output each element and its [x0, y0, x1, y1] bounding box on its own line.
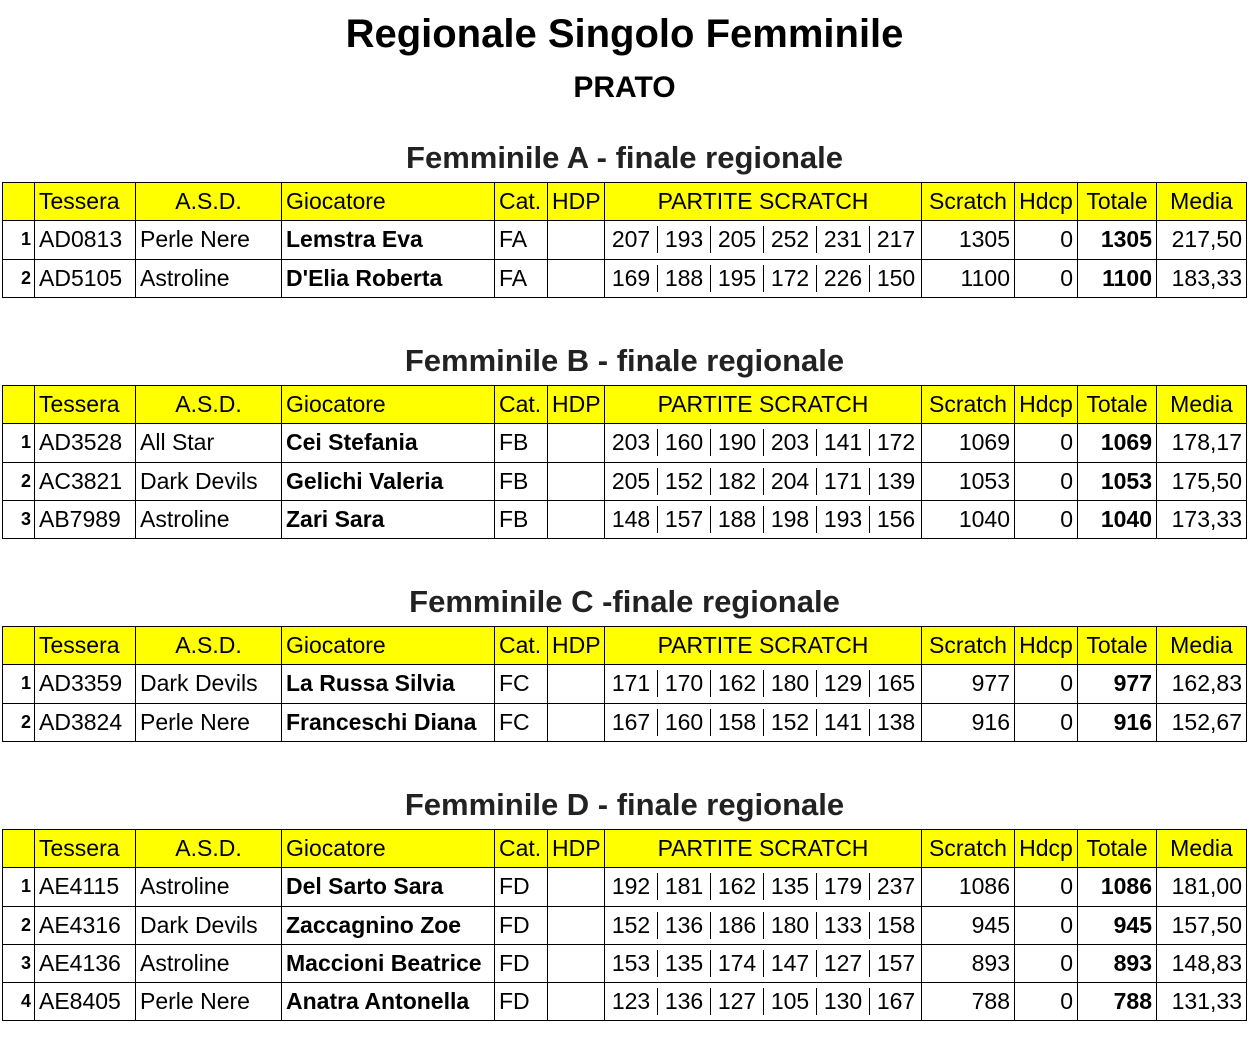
hdp-cell — [548, 462, 605, 500]
average-cell: 131,33 — [1157, 983, 1247, 1021]
game-score: 207 — [611, 226, 651, 253]
category-cell: FB — [495, 500, 548, 538]
total-cell: 1069 — [1078, 424, 1157, 462]
header-totale: Totale — [1078, 830, 1157, 868]
game-score: 205 — [611, 467, 651, 494]
average-cell: 175,50 — [1157, 462, 1247, 500]
hdp-cell — [548, 983, 605, 1021]
total-cell: 916 — [1078, 703, 1157, 741]
average-cell: 162,83 — [1157, 665, 1247, 703]
player-name-cell: Cei Stefania — [282, 424, 495, 462]
header-scratch: Scratch — [922, 183, 1015, 221]
header-rank-cell — [3, 183, 35, 221]
asd-cell: Perle Nere — [136, 221, 282, 259]
total-cell: 1305 — [1078, 221, 1157, 259]
category-cell: FB — [495, 462, 548, 500]
table-row — [3, 424, 1247, 462]
hdcp-cell: 0 — [1015, 424, 1078, 462]
game-score: 237 — [869, 873, 922, 900]
game-score: 158 — [869, 912, 922, 939]
table-row — [3, 703, 1247, 741]
header-hdp: HDP — [548, 627, 605, 665]
game-score: 162 — [710, 873, 763, 900]
game-score: 203 — [611, 429, 651, 456]
header-hdp: HDP — [548, 830, 605, 868]
hdp-cell — [548, 944, 605, 982]
table-row — [3, 906, 1247, 944]
tessera-cell: AD3359 — [35, 665, 136, 703]
game-score: 162 — [710, 670, 763, 697]
game-score: 147 — [763, 950, 816, 977]
games-cell — [605, 500, 922, 538]
game-score: 165 — [869, 670, 922, 697]
asd-cell: Astroline — [136, 500, 282, 538]
scratch-cell: 1040 — [922, 500, 1015, 538]
game-score: 203 — [763, 429, 816, 456]
asd-cell: Perle Nere — [136, 703, 282, 741]
header-hdcp: Hdcp — [1015, 183, 1078, 221]
header-giocatore: Giocatore — [282, 386, 495, 424]
game-score: 252 — [763, 226, 816, 253]
header-asd: A.S.D. — [136, 386, 282, 424]
results-table — [2, 182, 1247, 298]
game-score: 169 — [611, 264, 651, 291]
game-score: 135 — [763, 873, 816, 900]
game-score: 127 — [710, 988, 763, 1015]
game-score: 127 — [816, 950, 869, 977]
rank-cell: 3 — [3, 944, 35, 982]
game-score: 217 — [869, 226, 922, 253]
header-giocatore: Giocatore — [282, 627, 495, 665]
player-name-cell: Gelichi Valeria — [282, 462, 495, 500]
game-score: 174 — [710, 950, 763, 977]
game-score: 179 — [816, 873, 869, 900]
total-cell: 977 — [1078, 665, 1157, 703]
scratch-cell: 1100 — [922, 259, 1015, 297]
header-media: Media — [1157, 830, 1247, 868]
header-cat: Cat. — [495, 627, 548, 665]
game-score: 170 — [657, 670, 710, 697]
game-score: 141 — [816, 429, 869, 456]
hdp-cell — [548, 703, 605, 741]
tessera-cell: AD3824 — [35, 703, 136, 741]
header-row — [3, 627, 1247, 665]
game-score: 180 — [763, 912, 816, 939]
header-scratch: Scratch — [922, 627, 1015, 665]
game-score: 160 — [657, 429, 710, 456]
game-score: 167 — [611, 708, 651, 735]
games-cell — [605, 906, 922, 944]
tessera-cell: AD0813 — [35, 221, 136, 259]
header-row — [3, 183, 1247, 221]
tessera-cell: AE4115 — [35, 868, 136, 906]
game-score: 138 — [869, 709, 922, 736]
header-partite-scratch: PARTITE SCRATCH — [605, 627, 922, 665]
hdcp-cell: 0 — [1015, 500, 1078, 538]
game-score: 157 — [657, 506, 710, 533]
hdcp-cell: 0 — [1015, 665, 1078, 703]
game-score: 172 — [763, 265, 816, 292]
scratch-cell: 1086 — [922, 868, 1015, 906]
player-name-cell: Zari Sara — [282, 500, 495, 538]
tessera-cell: AE4316 — [35, 906, 136, 944]
header-partite-scratch: PARTITE SCRATCH — [605, 386, 922, 424]
tessera-cell: AD5105 — [35, 259, 136, 297]
section-title: Femminile C -finale regionale — [409, 584, 840, 619]
rank-cell: 1 — [3, 221, 35, 259]
header-giocatore: Giocatore — [282, 183, 495, 221]
header-hdcp: Hdcp — [1015, 627, 1078, 665]
game-score: 156 — [869, 506, 922, 533]
results-table — [2, 829, 1247, 1021]
table-row — [3, 221, 1247, 259]
hdp-cell — [548, 665, 605, 703]
scratch-cell: 788 — [922, 983, 1015, 1021]
tessera-cell: AD3528 — [35, 424, 136, 462]
game-score: 157 — [869, 950, 922, 977]
asd-cell: Dark Devils — [136, 462, 282, 500]
player-name-cell: D'Elia Roberta — [282, 259, 495, 297]
game-score: 167 — [869, 988, 922, 1015]
game-score: 136 — [657, 988, 710, 1015]
tessera-cell: AE4136 — [35, 944, 136, 982]
category-cell: FD — [495, 906, 548, 944]
average-cell: 173,33 — [1157, 500, 1247, 538]
rank-cell: 4 — [3, 983, 35, 1021]
table-row — [3, 983, 1247, 1021]
games-cell — [605, 462, 922, 500]
header-rank-cell — [3, 386, 35, 424]
average-cell: 217,50 — [1157, 221, 1247, 259]
games-cell — [605, 221, 922, 259]
average-cell: 152,67 — [1157, 703, 1247, 741]
game-score: 141 — [816, 709, 869, 736]
game-score: 205 — [710, 226, 763, 253]
header-partite-scratch: PARTITE SCRATCH — [605, 183, 922, 221]
hdcp-cell: 0 — [1015, 868, 1078, 906]
header-tessera: Tessera — [35, 627, 136, 665]
game-score: 129 — [816, 670, 869, 697]
scratch-cell: 945 — [922, 906, 1015, 944]
game-score: 180 — [763, 670, 816, 697]
header-rank-cell — [3, 830, 35, 868]
game-score: 192 — [611, 873, 651, 900]
total-cell: 893 — [1078, 944, 1157, 982]
asd-cell: Astroline — [136, 944, 282, 982]
game-score: 152 — [763, 709, 816, 736]
average-cell: 148,83 — [1157, 944, 1247, 982]
asd-cell: All Star — [136, 424, 282, 462]
asd-cell: Astroline — [136, 259, 282, 297]
hdcp-cell: 0 — [1015, 462, 1078, 500]
player-name-cell: La Russa Silvia — [282, 665, 495, 703]
category-cell: FD — [495, 944, 548, 982]
game-score: 204 — [763, 468, 816, 495]
rank-cell: 2 — [3, 703, 35, 741]
section-title: Femminile B - finale regionale — [404, 343, 845, 378]
section-title: Femminile D - finale regionale — [404, 787, 845, 822]
header-media: Media — [1157, 386, 1247, 424]
game-score: 171 — [816, 468, 869, 495]
hdcp-cell: 0 — [1015, 983, 1078, 1021]
total-cell: 1086 — [1078, 868, 1157, 906]
hdp-cell — [548, 259, 605, 297]
player-name-cell: Maccioni Beatrice — [282, 944, 495, 982]
category-cell: FA — [495, 221, 548, 259]
game-score: 172 — [869, 429, 922, 456]
header-asd: A.S.D. — [136, 183, 282, 221]
header-totale: Totale — [1078, 183, 1157, 221]
game-score: 193 — [657, 226, 710, 253]
header-giocatore: Giocatore — [282, 830, 495, 868]
rank-cell: 1 — [3, 665, 35, 703]
category-cell: FA — [495, 259, 548, 297]
game-score: 190 — [710, 429, 763, 456]
header-rank-cell — [3, 627, 35, 665]
scratch-cell: 916 — [922, 703, 1015, 741]
player-name-cell: Anatra Antonella — [282, 983, 495, 1021]
player-name-cell: Lemstra Eva — [282, 221, 495, 259]
table-row — [3, 259, 1247, 297]
header-scratch: Scratch — [922, 830, 1015, 868]
game-score: 158 — [710, 709, 763, 736]
hdcp-cell: 0 — [1015, 259, 1078, 297]
asd-cell: Perle Nere — [136, 983, 282, 1021]
rank-cell: 1 — [3, 868, 35, 906]
header-totale: Totale — [1078, 627, 1157, 665]
page-subtitle: PRATO — [573, 71, 676, 104]
game-score: 150 — [869, 265, 922, 292]
table-row — [3, 665, 1247, 703]
player-name-cell: Del Sarto Sara — [282, 868, 495, 906]
header-hdcp: Hdcp — [1015, 386, 1078, 424]
games-cell — [605, 259, 922, 297]
game-score: 231 — [816, 226, 869, 253]
game-score: 130 — [816, 988, 869, 1015]
tessera-cell: AE8405 — [35, 983, 136, 1021]
game-score: 133 — [816, 912, 869, 939]
hdp-cell — [548, 868, 605, 906]
hdcp-cell: 0 — [1015, 906, 1078, 944]
total-cell: 1053 — [1078, 462, 1157, 500]
game-score: 226 — [816, 265, 869, 292]
player-name-cell: Franceschi Diana — [282, 703, 495, 741]
asd-cell: Astroline — [136, 868, 282, 906]
games-cell — [605, 424, 922, 462]
header-cat: Cat. — [495, 386, 548, 424]
header-asd: A.S.D. — [136, 627, 282, 665]
scratch-cell: 1053 — [922, 462, 1015, 500]
scratch-cell: 977 — [922, 665, 1015, 703]
games-cell — [605, 665, 922, 703]
game-score: 188 — [710, 506, 763, 533]
rank-cell: 2 — [3, 462, 35, 500]
average-cell: 157,50 — [1157, 906, 1247, 944]
tessera-cell: AB7989 — [35, 500, 136, 538]
table-row — [3, 944, 1247, 982]
header-tessera: Tessera — [35, 830, 136, 868]
game-score: 193 — [816, 506, 869, 533]
header-hdp: HDP — [548, 183, 605, 221]
header-cat: Cat. — [495, 183, 548, 221]
game-score: 160 — [657, 709, 710, 736]
total-cell: 945 — [1078, 906, 1157, 944]
header-scratch: Scratch — [922, 386, 1015, 424]
table-row — [3, 462, 1247, 500]
hdp-cell — [548, 221, 605, 259]
hdcp-cell: 0 — [1015, 944, 1078, 982]
game-score: 135 — [657, 950, 710, 977]
results-table — [2, 385, 1247, 539]
header-row — [3, 830, 1247, 868]
table-row — [3, 868, 1247, 906]
game-score: 123 — [611, 988, 651, 1015]
hdp-cell — [548, 424, 605, 462]
average-cell: 178,17 — [1157, 424, 1247, 462]
rank-cell: 1 — [3, 424, 35, 462]
category-cell: FD — [495, 868, 548, 906]
games-cell — [605, 944, 922, 982]
header-hdp: HDP — [548, 386, 605, 424]
game-score: 188 — [657, 265, 710, 292]
rank-cell: 2 — [3, 906, 35, 944]
hdcp-cell: 0 — [1015, 221, 1078, 259]
average-cell: 181,00 — [1157, 868, 1247, 906]
category-cell: FD — [495, 983, 548, 1021]
game-score: 171 — [611, 670, 651, 697]
scratch-cell: 1069 — [922, 424, 1015, 462]
header-hdcp: Hdcp — [1015, 830, 1078, 868]
scratch-cell: 893 — [922, 944, 1015, 982]
rank-cell: 2 — [3, 259, 35, 297]
header-row — [3, 386, 1247, 424]
page-title: Regionale Singolo Femminile — [345, 12, 904, 56]
game-score: 148 — [611, 506, 651, 533]
header-totale: Totale — [1078, 386, 1157, 424]
header-asd: A.S.D. — [136, 830, 282, 868]
category-cell: FC — [495, 703, 548, 741]
hdp-cell — [548, 906, 605, 944]
results-table — [2, 626, 1247, 742]
game-score: 105 — [763, 988, 816, 1015]
game-score: 139 — [869, 468, 922, 495]
tessera-cell: AC3821 — [35, 462, 136, 500]
rank-cell: 3 — [3, 500, 35, 538]
hdp-cell — [548, 500, 605, 538]
total-cell: 1040 — [1078, 500, 1157, 538]
header-media: Media — [1157, 627, 1247, 665]
game-score: 136 — [657, 912, 710, 939]
game-score: 186 — [710, 912, 763, 939]
hdcp-cell: 0 — [1015, 703, 1078, 741]
game-score: 182 — [710, 468, 763, 495]
category-cell: FB — [495, 424, 548, 462]
games-cell — [605, 983, 922, 1021]
header-tessera: Tessera — [35, 386, 136, 424]
game-score: 195 — [710, 265, 763, 292]
games-cell — [605, 703, 922, 741]
game-score: 153 — [611, 950, 651, 977]
games-cell — [605, 868, 922, 906]
header-partite-scratch: PARTITE SCRATCH — [605, 830, 922, 868]
asd-cell: Dark Devils — [136, 906, 282, 944]
game-score: 181 — [657, 873, 710, 900]
asd-cell: Dark Devils — [136, 665, 282, 703]
header-tessera: Tessera — [35, 183, 136, 221]
scratch-cell: 1305 — [922, 221, 1015, 259]
total-cell: 1100 — [1078, 259, 1157, 297]
total-cell: 788 — [1078, 983, 1157, 1021]
game-score: 152 — [657, 468, 710, 495]
game-score: 152 — [611, 911, 651, 938]
category-cell: FC — [495, 665, 548, 703]
table-row — [3, 500, 1247, 538]
game-score: 198 — [763, 506, 816, 533]
section-title: Femminile A - finale regionale — [406, 140, 843, 175]
player-name-cell: Zaccagnino Zoe — [282, 906, 495, 944]
average-cell: 183,33 — [1157, 259, 1247, 297]
header-cat: Cat. — [495, 830, 548, 868]
header-media: Media — [1157, 183, 1247, 221]
